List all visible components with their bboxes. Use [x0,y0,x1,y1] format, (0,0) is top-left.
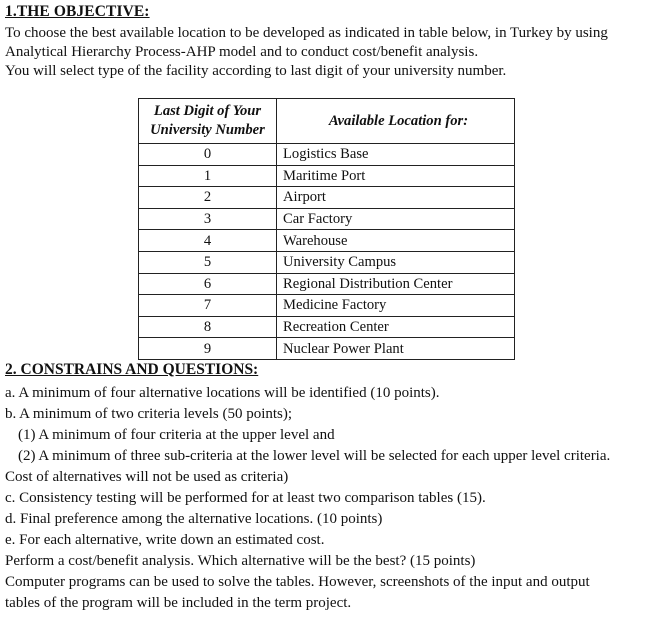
digit-cell: 9 [139,338,277,360]
table-row [139,187,515,209]
list-item: (2) A minimum of three sub-criteria at the lower level will be selected for each upper level criteria. [18,448,611,464]
objective-heading: 1.THE OBJECTIVE: [5,3,150,20]
digit-cell: 3 [139,208,277,230]
header-available-location: Available Location for: [277,99,515,144]
location-cell: Nuclear Power Plant [277,338,515,360]
table-header-row [139,99,515,144]
list-item: Computer programs can be used to solve the tables. However, screenshots of the input and output [5,574,590,590]
objective-line: Analytical Hierarchy Process-AHP model and to conduct cost/benefit analysis. [5,44,479,60]
list-item: b. A minimum of two criteria levels (50 points); [5,406,293,422]
objective-line: To choose the best available location to be developed as indicated in table below, in Turkey by using [5,25,608,41]
digit-cell: 5 [139,251,277,273]
table-row [139,144,515,166]
header-last-digit: Last Digit of Your University Number [139,99,277,144]
digit-cell: 0 [139,144,277,166]
digit-cell: 7 [139,295,277,317]
list-item: a. A minimum of four alternative locations will be identified (10 points). [5,385,440,401]
constraints-list [5,383,665,614]
digit-cell: 1 [139,165,277,187]
table-row [139,230,515,252]
digit-cell: 8 [139,316,277,338]
location-cell: Warehouse [277,230,515,252]
list-item: d. Final preference among the alternative locations. (10 points) [5,511,383,527]
digit-cell: 2 [139,187,277,209]
location-cell: Medicine Factory [277,295,515,317]
constraints-heading: 2. CONSTRAINS AND QUESTIONS: [5,361,259,378]
list-item: Perform a cost/benefit analysis. Which alternative will be the best? (15 points) [5,553,476,569]
table-row [139,208,515,230]
location-cell: Regional Distribution Center [277,273,515,295]
location-cell: Airport [277,187,515,209]
objective-line: You will select type of the facility according to last digit of your university number. [5,63,507,79]
list-item: c. Consistency testing will be performed for at least two comparison tables (15). [5,490,486,506]
table-row [139,295,515,317]
digit-cell: 4 [139,230,277,252]
location-cell: Maritime Port [277,165,515,187]
list-item: (1) A minimum of four criteria at the upper level and [18,427,335,443]
location-cell: Car Factory [277,208,515,230]
location-cell: Recreation Center [277,316,515,338]
location-cell: University Campus [277,251,515,273]
objective-paragraph [5,24,660,81]
location-cell: Logistics Base [277,144,515,166]
table-row [139,273,515,295]
table-row [139,251,515,273]
digit-cell: 6 [139,273,277,295]
table-row [139,316,515,338]
list-item: Cost of alternatives will not be used as criteria) [5,469,289,485]
list-item: tables of the program will be included in the term project. [5,595,352,611]
table-row [139,338,515,360]
table-row [139,165,515,187]
list-item: e. For each alternative, write down an estimated cost. [5,532,325,548]
location-table [138,98,515,360]
